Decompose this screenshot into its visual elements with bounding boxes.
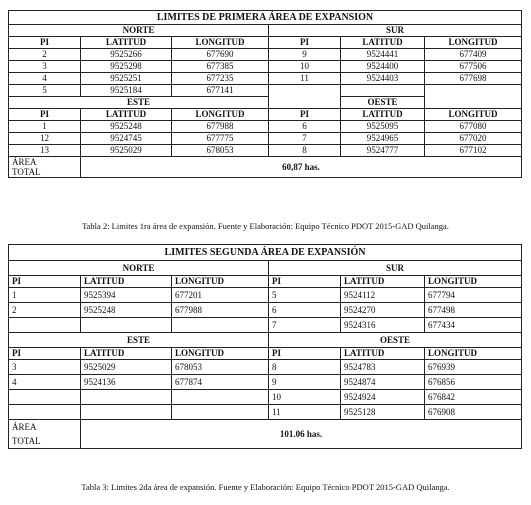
col-longitud: LONGITUD [425,348,522,360]
table2-sur-heading: SUR [269,261,522,276]
cell: 9525266 [81,49,172,61]
empty-cell [81,318,172,333]
table-row [9,405,522,420]
total-label: TOTAL [12,436,41,446]
cell: 9525298 [81,61,172,73]
cell: 676939 [425,360,522,375]
cell: 677988 [172,303,269,318]
cell: 2 [9,49,81,61]
cell: 9525394 [81,288,172,303]
cell: 677988 [172,121,269,133]
cell: 677020 [425,133,522,145]
table-row [9,133,522,145]
table1-caption: Tabla 2: Limites 1ra área de expansión. Fuente y Elaboración: Equipo Técnico PDOT 2015-GAD Quilanga. [82,221,449,231]
col-pi: PI [269,109,341,121]
table-row [9,288,522,303]
col-latitud: LATITUD [341,37,425,49]
cell: 9524745 [81,133,172,145]
cell: 3 [9,360,81,375]
cell: 9525248 [81,121,172,133]
cell: 9524112 [341,288,425,303]
table1-este-heading: ESTE [9,97,269,109]
col-latitud: LATITUD [81,37,172,49]
cell: 9525029 [81,145,172,157]
empty-cell [341,85,425,97]
cell: 677434 [425,318,522,333]
col-longitud: LONGITUD [172,276,269,288]
cell: 677775 [172,133,269,145]
table2-oeste-heading: OESTE [269,333,522,348]
cell: 678053 [172,145,269,157]
table-segunda-area [8,244,522,449]
cell: 13 [9,145,81,157]
cell: 1 [9,121,81,133]
table-row [9,121,522,133]
cell: 9524441 [341,49,425,61]
table1-norte-heading: NORTE [9,25,269,37]
empty-cell [81,405,172,420]
cell: 3 [9,61,81,73]
cell: 677102 [425,145,522,157]
area-label: ÁREA [12,157,37,167]
cell: 677498 [425,303,522,318]
empty-cell [172,390,269,405]
area-total-label [9,157,81,178]
table2-caption: Tabla 3: Limites 2da área de expansión. Fuente y Elaboración: Equipo Técnico PDOT 2015-GAD Quilanga. [81,482,450,492]
table2-title: LIMITES SEGUNDA ÁREA DE EXPANSIÓN [9,245,522,261]
empty-cell [425,85,522,97]
cell: 8 [269,145,341,157]
col-longitud: LONGITUD [425,37,522,49]
table1-oeste-heading: OESTE [341,97,425,109]
col-longitud: LONGITUD [172,348,269,360]
cell: 9524777 [341,145,425,157]
cell: 9524965 [341,133,425,145]
cell: 9524874 [341,375,425,390]
cell: 9524316 [341,318,425,333]
col-longitud: LONGITUD [425,109,522,121]
cell: 677409 [425,49,522,61]
col-pi: PI [269,37,341,49]
col-pi: PI [9,276,81,288]
empty-cell [9,390,81,405]
empty-cell [81,390,172,405]
cell: 6 [269,121,341,133]
cell: 9525128 [341,405,425,420]
cell: 6 [269,303,341,318]
cell: 9525029 [81,360,172,375]
table-row [9,49,522,61]
table-row [9,318,522,333]
cell: 9525251 [81,73,172,85]
col-latitud: LATITUD [81,276,172,288]
empty-cell [269,85,341,97]
table1-title: LIMITES DE PRIMERA ÁREA DE EXPANSION [9,11,522,25]
cell: 8 [269,360,341,375]
col-longitud: LONGITUD [172,37,269,49]
cell: 9 [269,375,341,390]
cell: 10 [269,390,341,405]
cell: 9525248 [81,303,172,318]
cell: 9 [269,49,341,61]
col-latitud: LATITUD [81,348,172,360]
table-row [9,61,522,73]
cell: 677698 [425,73,522,85]
col-pi: PI [9,109,81,121]
area-label: ÁREA [12,422,37,432]
empty-cell [269,97,341,109]
cell: 677201 [172,288,269,303]
cell: 9524136 [81,375,172,390]
cell: 4 [9,73,81,85]
cell: 677080 [425,121,522,133]
table-row [9,390,522,405]
cell: 9524400 [341,61,425,73]
cell: 7 [269,318,341,333]
col-pi: PI [9,348,81,360]
table2-norte-heading: NORTE [9,261,269,276]
col-latitud: LATITUD [81,109,172,121]
cell: 676856 [425,375,522,390]
cell: 1 [9,288,81,303]
area-total-value: 60,87 has. [81,157,522,178]
cell: 2 [9,303,81,318]
cell: 677794 [425,288,522,303]
table1-sur-heading: SUR [269,25,522,37]
cell: 5 [269,288,341,303]
col-latitud: LATITUD [341,276,425,288]
empty-cell [172,405,269,420]
empty-cell [9,318,81,333]
cell: 11 [269,73,341,85]
table-row [9,145,522,157]
cell: 11 [269,405,341,420]
col-latitud: LATITUD [341,109,425,121]
cell: 9524924 [341,390,425,405]
area-total-label [9,420,81,449]
cell: 677874 [172,375,269,390]
cell: 9524403 [341,73,425,85]
table2-este-heading: ESTE [9,333,269,348]
cell: 677385 [172,61,269,73]
table-row [9,360,522,375]
cell: 10 [269,61,341,73]
col-pi: PI [269,276,341,288]
col-pi: PI [9,37,81,49]
cell: 677506 [425,61,522,73]
empty-cell [425,97,522,109]
empty-cell [9,405,81,420]
col-longitud: LONGITUD [172,109,269,121]
table-row [9,85,522,97]
area-total-value: 101.06 has. [81,420,522,449]
cell: 9524783 [341,360,425,375]
cell: 676908 [425,405,522,420]
cell: 676842 [425,390,522,405]
empty-cell [172,318,269,333]
cell: 9525095 [341,121,425,133]
cell: 678053 [172,360,269,375]
total-label: TOTAL [12,167,41,177]
cell: 677235 [172,73,269,85]
cell: 4 [9,375,81,390]
col-latitud: LATITUD [341,348,425,360]
cell: 5 [9,85,81,97]
cell: 677141 [172,85,269,97]
table-primera-area [8,10,522,178]
col-pi: PI [269,348,341,360]
cell: 9525184 [81,85,172,97]
table-row [9,73,522,85]
col-longitud: LONGITUD [425,276,522,288]
table-row [9,303,522,318]
cell: 9524270 [341,303,425,318]
cell: 7 [269,133,341,145]
cell: 677690 [172,49,269,61]
cell: 12 [9,133,81,145]
table-row [9,375,522,390]
